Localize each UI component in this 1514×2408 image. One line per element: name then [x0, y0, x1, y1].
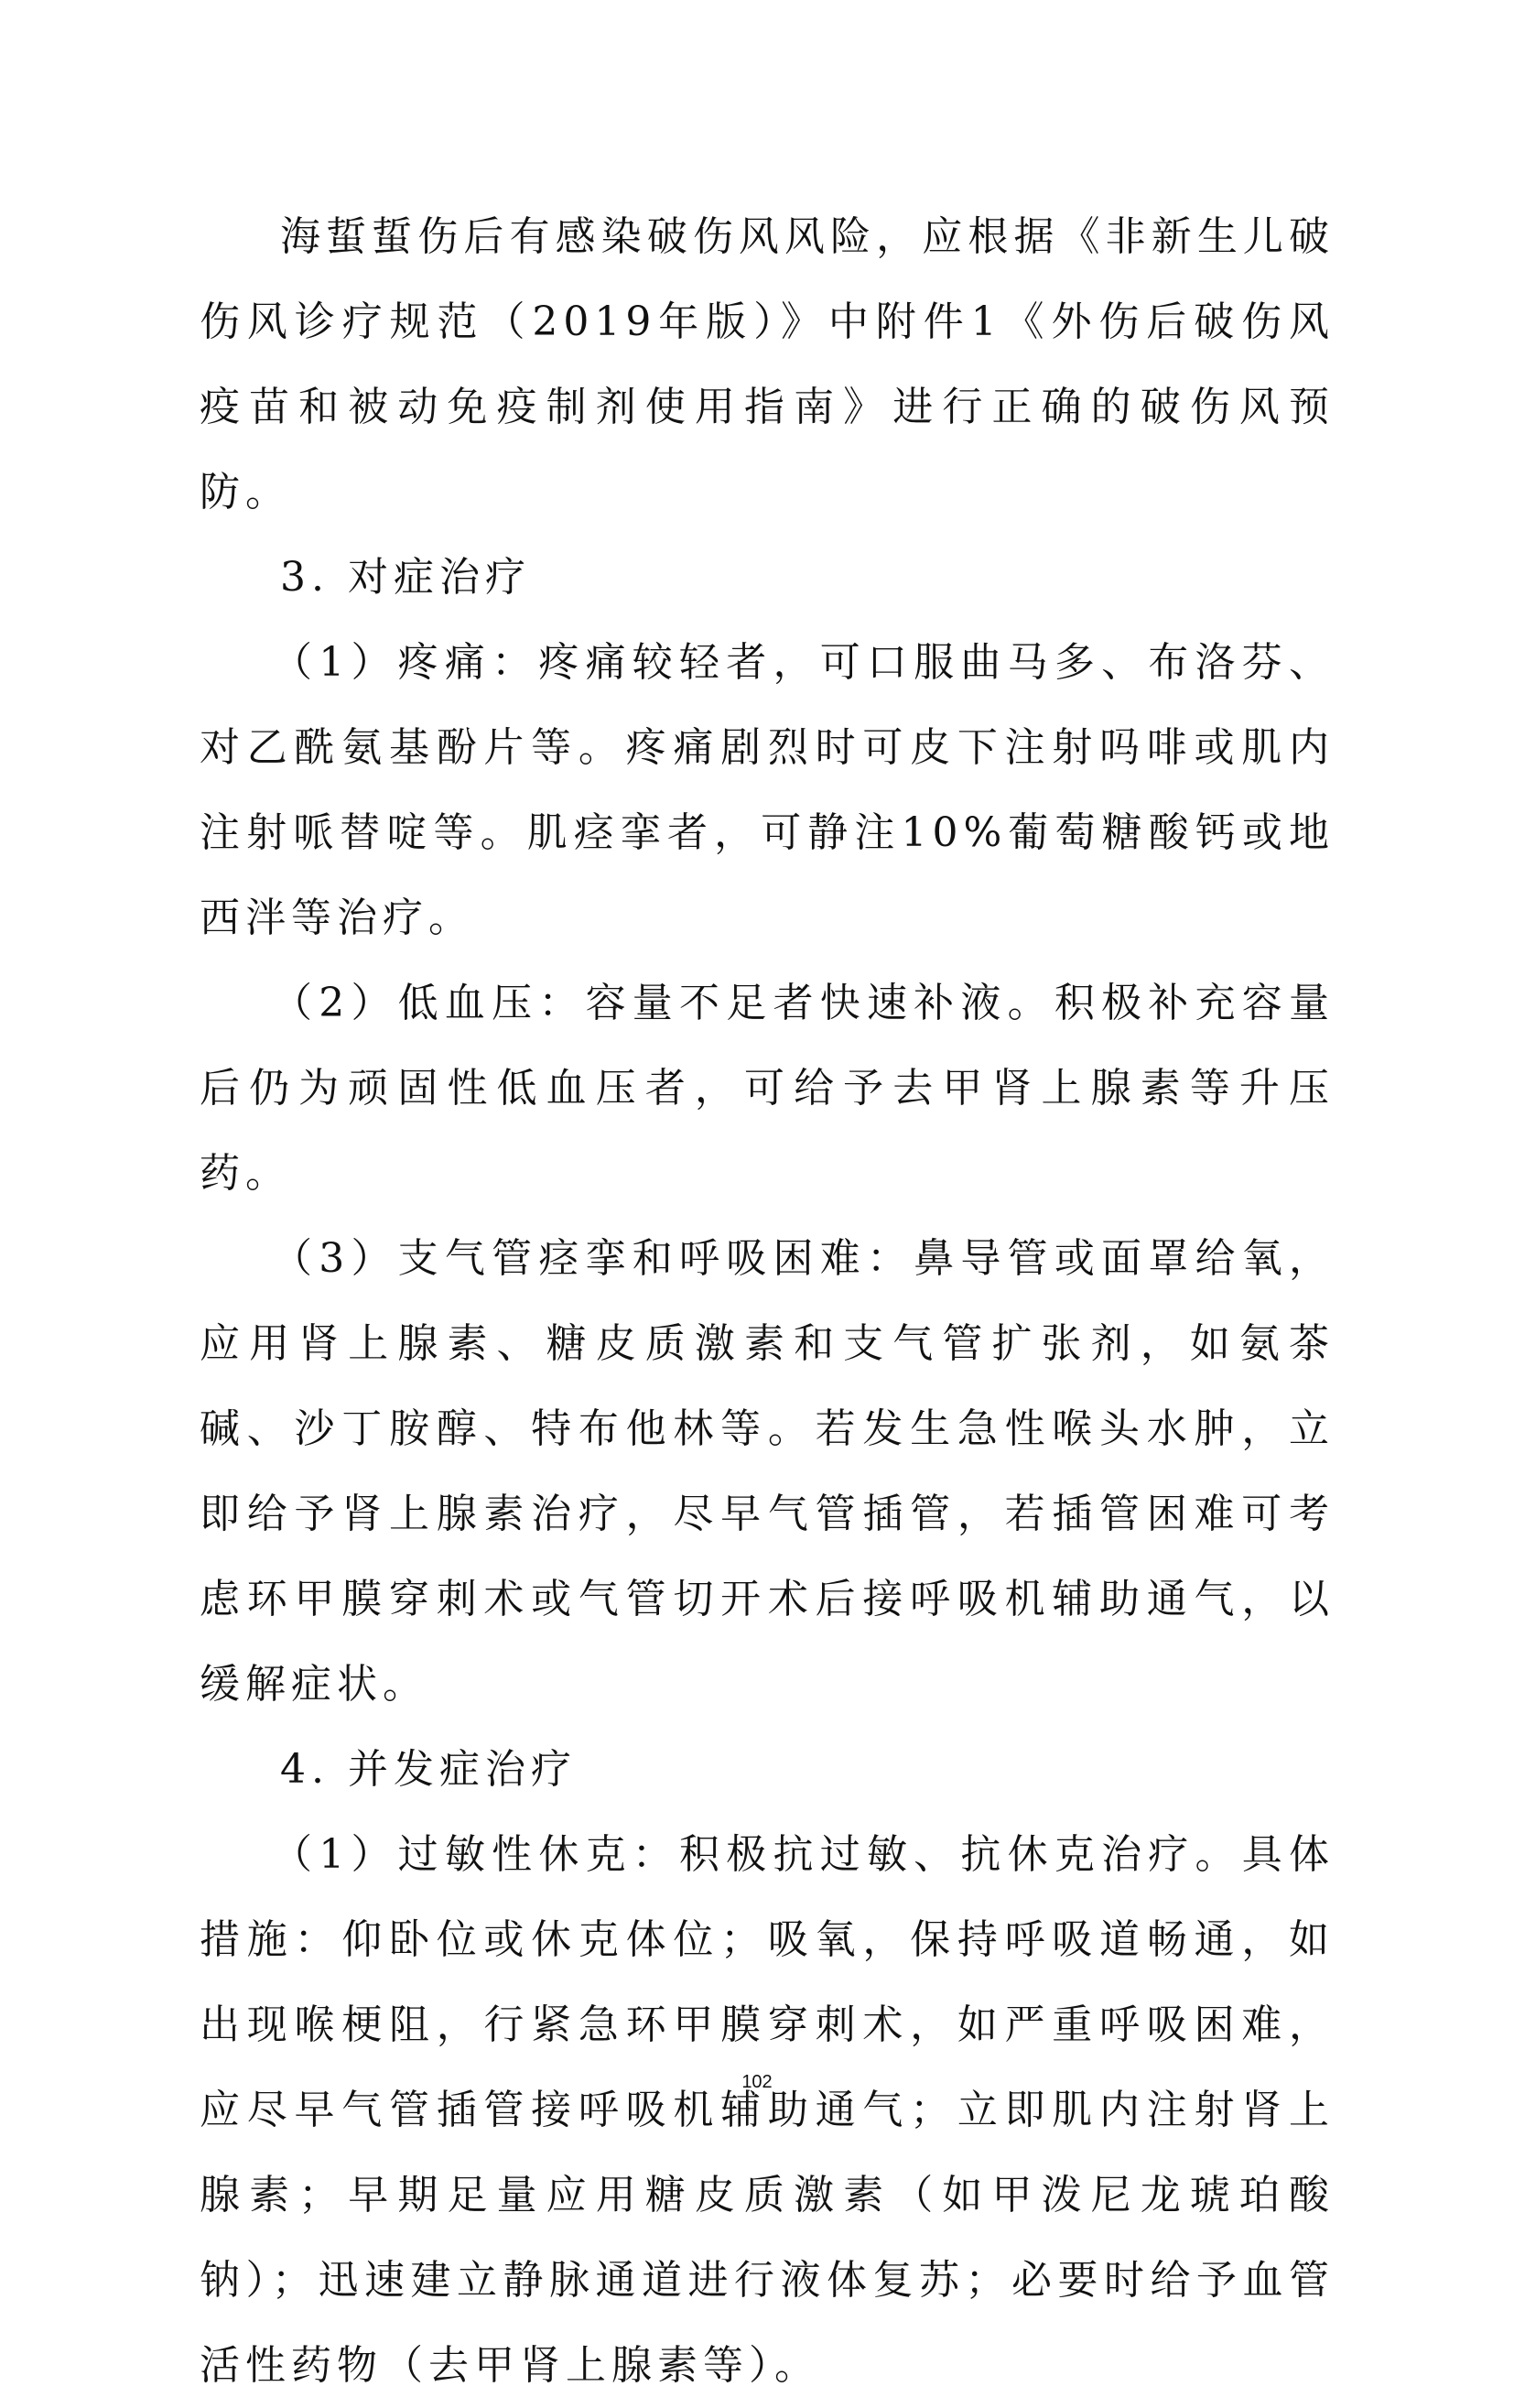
- paragraph-bronchospasm: （3）支气管痉挛和呼吸困难：鼻导管或面罩给氧，应用肾上腺素、糖皮质激素和支气管扩张剂，如氨茶碱、沙丁胺醇、特布他林等。若发生急性喉头水肿，立即给予肾上腺素治疗，尽早气管插管，若插管困难可考虑环甲膜穿刺术或气管切开术后接呼吸机辅助通气，以缓解症状。: [200, 1235, 1335, 1708]
- section-heading-complication-treatment: 4. 并发症治疗: [280, 1746, 577, 1793]
- paragraph-tetanus-prevention: 海蜇蜇伤后有感染破伤风风险，应根据《非新生儿破伤风诊疗规范（2019年版）》中附件1《外伤后破伤风疫苗和被动免疫制剂使用指南》进行正确的破伤风预防。: [200, 213, 1335, 515]
- page-number: 102: [741, 2072, 773, 2092]
- paragraph-pain: （1）疼痛：疼痛较轻者，可口服曲马多、布洛芬、对乙酰氨基酚片等。疼痛剧烈时可皮下注射吗啡或肌内注射哌替啶等。肌痉挛者，可静注10%葡萄糖酸钙或地西泮等治疗。: [200, 639, 1335, 941]
- paragraph-anaphylactic-shock: （1）过敏性休克：积极抗过敏、抗休克治疗。具体措施：仰卧位或休克体位；吸氧，保持呼吸道畅通，如出现喉梗阻，行紧急环甲膜穿刺术，如严重呼吸困难，应尽早气管插管接呼吸机辅助通气；立即肌内注射肾上腺素；早期足量应用糖皮质激素（如甲泼尼龙琥珀酸钠）；迅速建立静脉通道进行液体复苏；必要时给予血管活性药物（去甲肾上腺素等）。: [200, 1831, 1335, 2389]
- paragraph-hypotension: （2）低血压：容量不足者快速补液。积极补充容量后仍为顽固性低血压者，可给予去甲肾上腺素等升压药。: [200, 980, 1335, 1197]
- section-heading-symptomatic-treatment: 3. 对症治疗: [280, 554, 531, 601]
